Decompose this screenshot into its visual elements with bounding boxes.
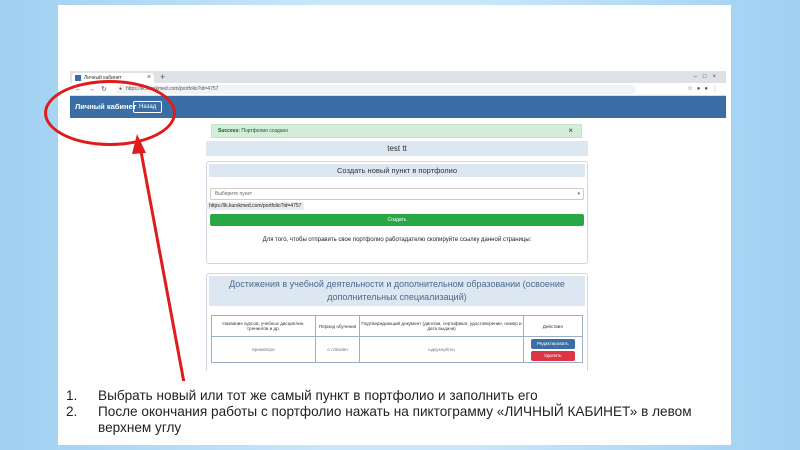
extension-icons[interactable]: ☆●●⋮ (687, 86, 722, 92)
portfolio-link[interactable]: https://lk.kurskmed.com/portfolio?id=4757 (206, 202, 304, 210)
instruction-text: Выбрать новый или тот же самый пункт в портфолио и заполнить его (98, 388, 538, 403)
column-header-document: Подтверждающий документ (диплом, сертификат, удостоверение, номер и дата выдачи) (360, 316, 523, 337)
new-tab-icon[interactable]: + (160, 72, 166, 82)
back-button[interactable]: Назад (133, 101, 162, 113)
reload-icon[interactable]: ↻ (101, 86, 107, 93)
instruction-number: 1. (66, 388, 78, 403)
window-controls[interactable]: –□× (693, 74, 722, 80)
copy-link-text: Для того, чтобы отправить свое портфолио работадателю скопируйте ссылку данной страницы: (262, 237, 532, 243)
arrow-head (132, 134, 146, 154)
instruction-number: 2. (66, 404, 78, 419)
create-button[interactable]: Создать (210, 214, 584, 226)
select-placeholder: Выберите пункт (215, 191, 252, 197)
instruction-text: После окончания работы с портфолио нажать на пиктограмму «ЛИЧНЫЙ КАБИНЕТ» в левом верхнем углу (98, 404, 692, 435)
alert-text: Портфолио создано (239, 128, 289, 134)
delete-button[interactable]: Удалить (531, 351, 575, 361)
tab-close-icon[interactable]: × (146, 74, 151, 81)
browser-tab-title: Личный кабинет (84, 75, 122, 81)
back-arrow-icon[interactable]: ← (75, 86, 82, 93)
portfolio-title: test tt (206, 141, 588, 156)
cell-document: ыдкукнуйгпц (360, 337, 523, 363)
arrow-line (140, 146, 185, 388)
cell-period: о спвкпвп (315, 337, 360, 363)
instructions-list (66, 388, 731, 436)
brand-link[interactable]: Личный кабинет (75, 102, 137, 111)
achievements-header: Достижения в учебной деятельности и дополнительном образовании (освоение дополнительных специализаций) (209, 276, 585, 306)
forward-arrow-icon[interactable]: → (88, 86, 95, 93)
chevron-down-icon: ▾ (577, 191, 580, 197)
instruction-item (66, 388, 731, 404)
instructions-box (58, 381, 731, 444)
alert-bold: Success: (218, 128, 240, 134)
url-text: https://lk.kurskmed.com/portfolio?id=4757 (126, 86, 219, 92)
create-card-header: Создать новый пункт в портфолио (209, 164, 585, 177)
column-header-course: Название курсов, учебных дисциплин, тренингов и др. (212, 316, 316, 337)
column-header-actions: Действия (523, 316, 582, 337)
column-header-period: Период обучения (315, 316, 360, 337)
edit-button[interactable]: Редактировать (531, 339, 575, 349)
instruction-item (66, 404, 731, 436)
alert-close-icon[interactable]: × (568, 126, 573, 135)
cell-course: вримпвгри (212, 337, 316, 363)
lock-icon: ● (119, 86, 123, 92)
